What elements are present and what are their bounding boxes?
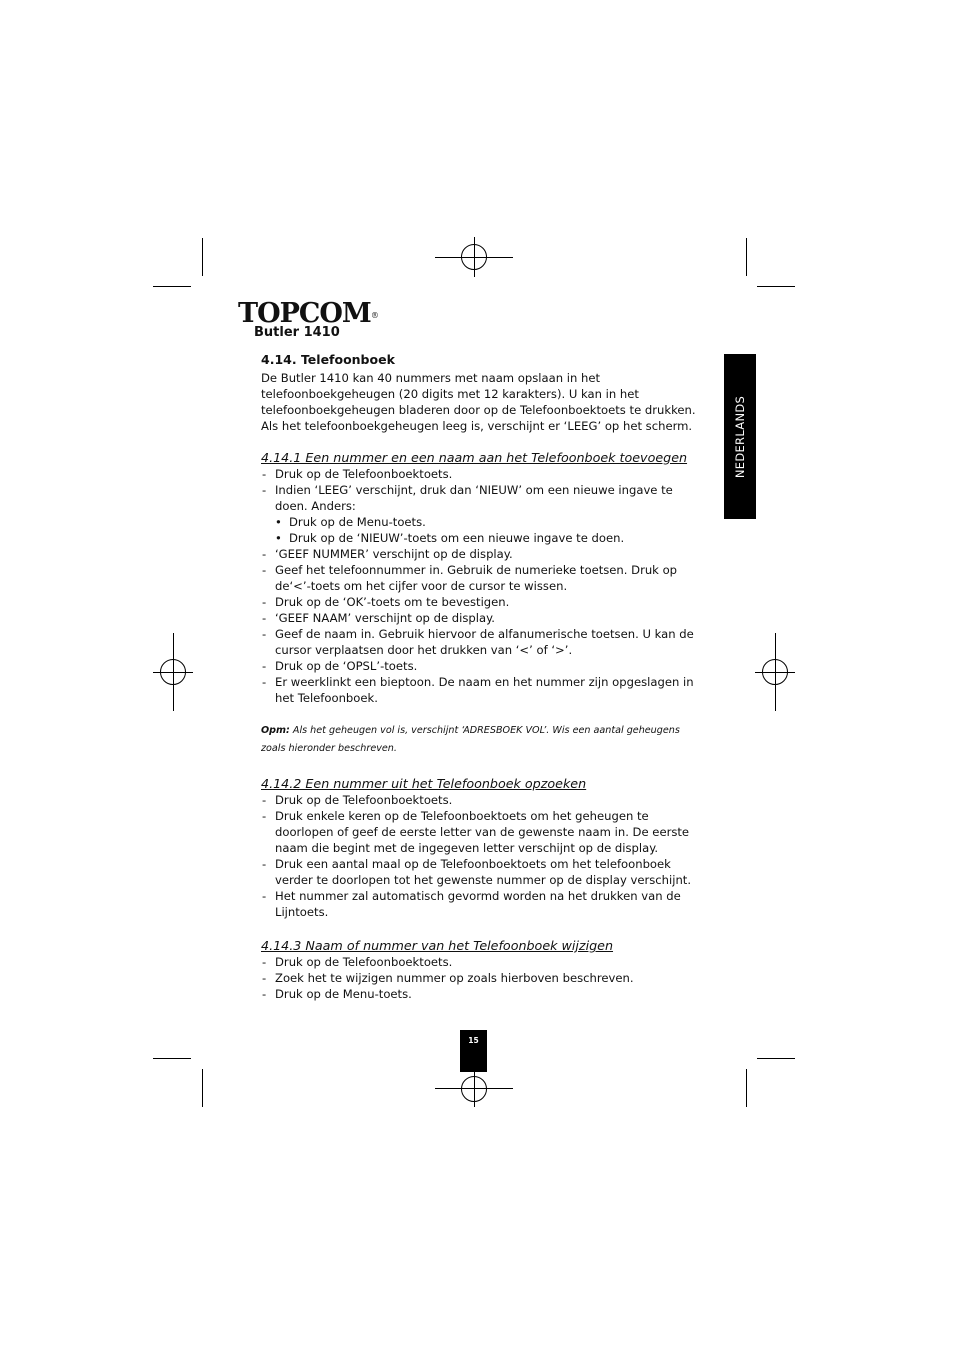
language-tab — [724, 354, 756, 519]
list-item: - Geef het telefoonnummer in. Gebruik de numerieke toetsen. Druk op de‘<’-toets om het cijfer voor de cursor te wissen. — [261, 562, 701, 594]
subsection-edit — [261, 938, 701, 1002]
bullet-list — [261, 514, 701, 546]
list-item: • Druk op de ‘NIEUW’-toets om een nieuwe ingave te doen. — [261, 530, 701, 546]
list-item: - Druk op de ‘OK’-toets om te bevestigen. — [261, 594, 701, 610]
list-item: - Druk een aantal maal op de Telefoonboektoets om het telefoonboek verder te doorlopen tot het gewenste nummer op de display verschijnt. — [261, 856, 701, 888]
list-item: - Druk op de Telefoonboektoets. — [261, 792, 701, 808]
steps-list — [261, 546, 701, 706]
list-item: - Het nummer zal automatisch gevormd worden na het drukken van de Lijntoets. — [261, 888, 701, 920]
subsection-title: 4.14.2 Een nummer uit het Telefoonboek opzoeken — [261, 776, 587, 791]
list-item: • Druk op de Menu-toets. — [261, 514, 701, 530]
subsection-lookup — [261, 776, 701, 920]
subsection-title: 4.14.1 Een nummer en een naam aan het Telefoonboek toevoegen — [261, 450, 688, 465]
section-telefoonboek — [261, 352, 701, 434]
steps-list — [261, 792, 701, 920]
brand-name: TOPCOM — [238, 298, 371, 329]
section-intro: De Butler 1410 kan 40 nummers met naam opslaan in het telefoonboekgeheugen (20 digits met 12 karakters). U kan in het telefoonboekgeheugen bladeren door op de Telefoonboektoets te drukken. Als het telefoonboekgeheugen leeg is, verschijnt er ‘LEEG’ op het scherm. — [261, 371, 696, 433]
language-tab-label: NEDERLANDS — [733, 395, 747, 478]
list-item: - Druk op de ‘OPSL’-toets. — [261, 658, 701, 674]
note-label: Opm: — [261, 725, 290, 736]
list-item: - Druk op de Menu-toets. — [261, 986, 701, 1002]
subsection-title: 4.14.3 Naam of nummer van het Telefoonboek wijzigen — [261, 938, 614, 953]
model-name: Butler 1410 — [254, 325, 340, 340]
list-item: - Indien ‘LEEG’ verschijnt, druk dan ‘NIEUW’ om een nieuwe ingave te doen. Anders: — [261, 482, 701, 514]
registered-mark: ® — [370, 311, 378, 320]
note-text: Als het geheugen vol is, verschijnt ‘ADRESBOEK VOL’. Wis een aantal geheugens zoals hieronder beschreven. — [261, 725, 680, 754]
page-number: 15 — [468, 1036, 479, 1045]
subsection-add-entry — [261, 450, 701, 758]
page-number-box — [460, 1030, 487, 1072]
list-item: - Geef de naam in. Gebruik hiervoor de alfanumerische toetsen. U kan de cursor verplaatsen door het drukken van ‘<’ of ‘>’. — [261, 626, 701, 658]
steps-list — [261, 466, 701, 514]
list-item: - Druk op de Telefoonboektoets. — [261, 954, 701, 970]
list-item: - Druk op de Telefoonboektoets. — [261, 466, 701, 482]
section-title: 4.14. Telefoonboek — [261, 352, 395, 367]
steps-list — [261, 954, 701, 1002]
list-item: - Druk enkele keren op de Telefoonboektoets om het geheugen te doorlopen of geef de eerste letter van de gewenste naam in. De eerste naam die begint met de ingegeven letter verschijnt op de display. — [261, 808, 701, 856]
list-item: - Er weerklinkt een bieptoon. De naam en het nummer zijn opgeslagen in het Telefoonboek. — [261, 674, 701, 706]
list-item: - ‘GEEF NAAM’ verschijnt op de display. — [261, 610, 701, 626]
list-item: - ‘GEEF NUMMER’ verschijnt op de display. — [261, 546, 701, 562]
note — [261, 722, 701, 758]
brand-logo — [238, 300, 378, 327]
list-item: - Zoek het te wijzigen nummer op zoals hierboven beschreven. — [261, 970, 701, 986]
